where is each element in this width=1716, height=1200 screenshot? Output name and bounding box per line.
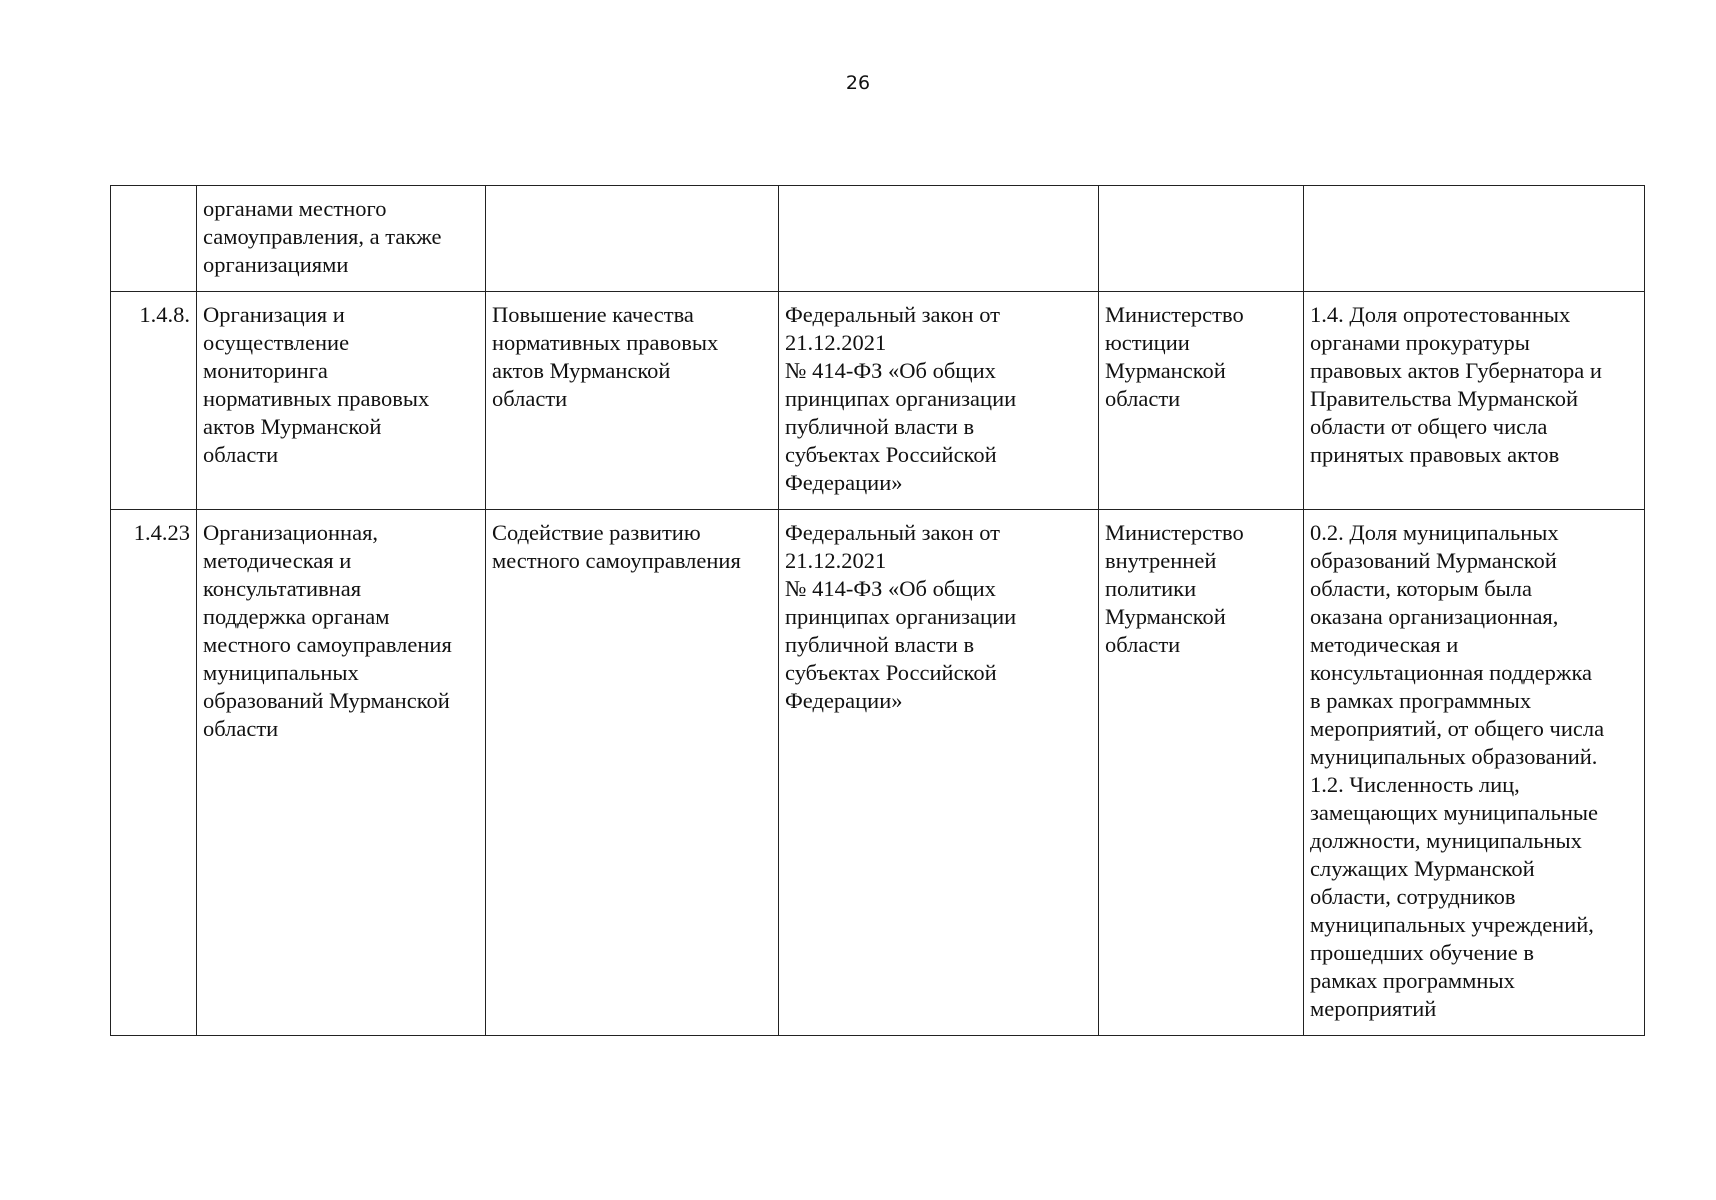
goal-cell: Содействие развитию местного самоуправления xyxy=(486,510,779,1036)
row-number-cell: 1.4.8. xyxy=(111,292,197,510)
row-number-cell xyxy=(111,186,197,292)
measures-table xyxy=(110,185,1645,1036)
measure-name-cell: органами местного самоуправления, а также организациями xyxy=(197,186,486,292)
indicator-cell: 0.2. Доля муниципальных образований Мурманской области, которым была оказана организационная, методическая и консультационная поддержка в рамках программных мероприятий, от общего числа муниципальных образований. 1.2. Численность лиц, замещающих муниципальные должности, муниципальных служащих Мурманской области, сотрудников муниципальных учреждений, прошедших обучение в рамках программных мероприятий xyxy=(1304,510,1645,1036)
legal-basis-cell: Федеральный закон от 21.12.2021 № 414-ФЗ «Об общих принципах организации публичной власти в субъектах Российской Федерации» xyxy=(779,292,1099,510)
responsible-cell: Министерство юстиции Мурманской области xyxy=(1099,292,1304,510)
table-row xyxy=(111,186,1645,292)
table-row xyxy=(111,292,1645,510)
measure-name-cell: Организационная, методическая и консультативная поддержка органам местного самоуправления муниципальных образований Мурманской области xyxy=(197,510,486,1036)
table-row xyxy=(111,510,1645,1036)
measure-name-cell: Организация и осуществление мониторинга нормативных правовых актов Мурманской области xyxy=(197,292,486,510)
row-number-cell: 1.4.23 xyxy=(111,510,197,1036)
indicator-cell xyxy=(1304,186,1645,292)
legal-basis-cell xyxy=(779,186,1099,292)
responsible-cell: Министерство внутренней политики Мурманской области xyxy=(1099,510,1304,1036)
indicator-cell: 1.4. Доля опротестованных органами прокуратуры правовых актов Губернатора и Правительства Мурманской области от общего числа принятых правовых актов xyxy=(1304,292,1645,510)
goal-cell: Повышение качества нормативных правовых актов Мурманской области xyxy=(486,292,779,510)
responsible-cell xyxy=(1099,186,1304,292)
legal-basis-cell: Федеральный закон от 21.12.2021 № 414-ФЗ «Об общих принципах организации публичной власти в субъектах Российской Федерации» xyxy=(779,510,1099,1036)
page-number: 26 xyxy=(845,72,871,94)
goal-cell xyxy=(486,186,779,292)
